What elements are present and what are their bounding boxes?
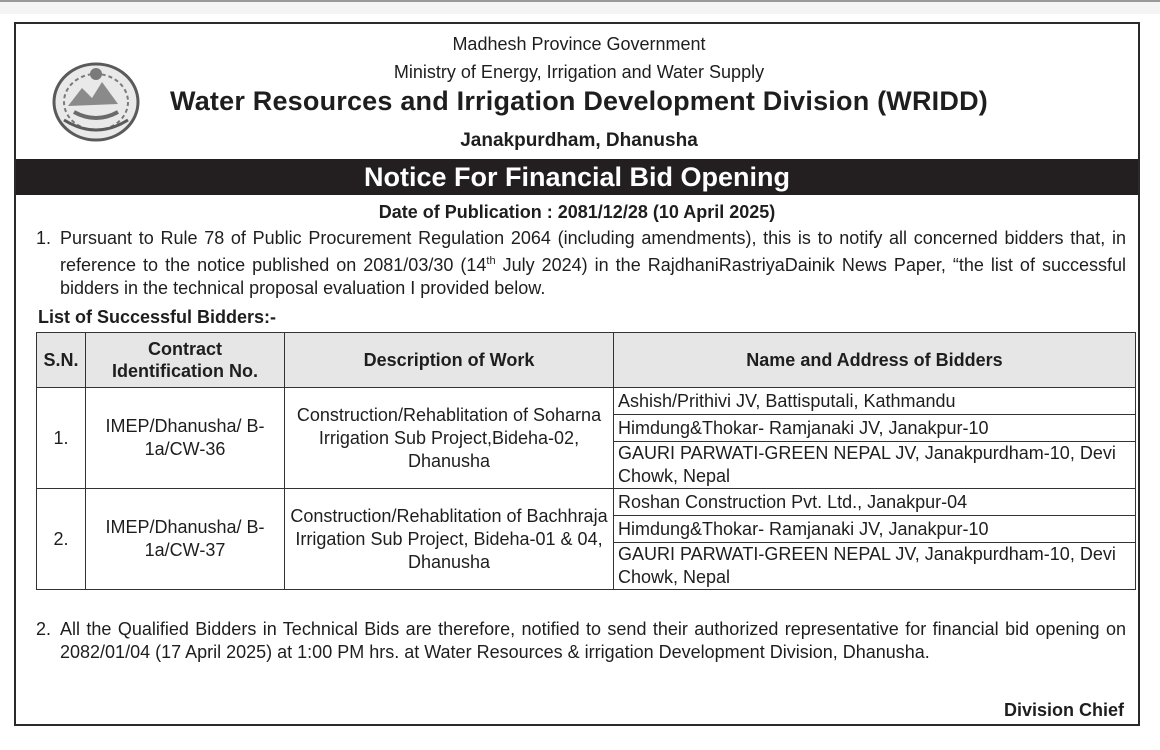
table-header-row — [37, 333, 1136, 388]
government-name: Madhesh Province Government — [452, 34, 706, 54]
paragraph-2-text: All the Qualified Bidders in Technical Bids are therefore, notified to send their authorized representative for financial bid opening on 2082/01/04 (17 April 2025) at 1:00 PM hrs. at Water Resources & irrigation Development Division, Dhanusha. — [60, 619, 1126, 662]
division-location: Janakpurdham, Dhanusha — [460, 130, 698, 151]
bidder-cell: GAURI PARWATI-GREEN NEPAL JV, Janakpurdham-10, Devi Chowk, Nepal — [614, 442, 1136, 489]
bidder-cell: Himdung&Thokar- Ramjanaki JV, Janakpur-10 — [614, 516, 1136, 543]
bidder-cell: Roshan Construction Pvt. Ltd., Janakpur-04 — [614, 489, 1136, 516]
publication-date: Date of Publication : 2081/12/28 (10 April 2025) — [378, 202, 776, 222]
list-heading: List of Successful Bidders:- — [38, 307, 277, 327]
notice-box — [14, 22, 1140, 726]
header-bidders: Name and Address of Bidders — [614, 333, 1136, 388]
division-name: Water Resources and Irrigation Development Division (WRIDD) — [170, 86, 988, 116]
row-description: Construction/Rehablitation of Soharna Irrigation Sub Project,Bideha-02, Dhanusha — [285, 388, 614, 489]
ordinal-suffix: th — [486, 255, 496, 267]
row-sn: 2. — [37, 489, 86, 590]
bidder-cell: GAURI PARWATI-GREEN NEPAL JV, Janakpurdham-10, Devi Chowk, Nepal — [614, 543, 1136, 590]
paragraph-1-text-b: July 2024) in the RajdhaniRastriyaDainik News Paper, “the list of successful bidders in the technical proposal evaluation I provided below. — [60, 255, 1126, 298]
row-contract-id: IMEP/Dhanusha/ B-1a/CW-36 — [86, 388, 285, 489]
bidders-table — [36, 332, 1136, 590]
paragraph-1-text-a: Pursuant to Rule 78 of Public Procurement Regulation 2064 (including amendments), this is to notify all concerned bidders that, in reference to the notice published on 2081/03/30 (14 — [60, 228, 1126, 275]
top-rule — [0, 0, 1160, 14]
header-description: Description of Work — [285, 333, 614, 388]
table-row — [37, 388, 1136, 415]
row-description: Construction/Rehablitation of Bachhraja Irrigation Sub Project, Bideha-01 & 04, Dhanusha — [285, 489, 614, 590]
paragraph-1-number: 1. — [36, 228, 52, 248]
notice-title: Notice For Financial Bid Opening — [16, 159, 1138, 195]
paragraph-1 — [36, 227, 1126, 300]
header-sn: S.N. — [37, 333, 86, 388]
ministry-name: Ministry of Energy, Irrigation and Water Supply — [393, 62, 765, 82]
paragraph-2-number: 2. — [36, 619, 52, 639]
bidder-cell: Himdung&Thokar- Ramjanaki JV, Janakpur-10 — [614, 415, 1136, 442]
row-sn: 1. — [37, 388, 86, 489]
bidder-cell: Ashish/Prithivi JV, Battisputali, Kathmandu — [614, 388, 1136, 415]
signature: Division Chief — [1003, 700, 1124, 720]
row-contract-id: IMEP/Dhanusha/ B-1a/CW-37 — [86, 489, 285, 590]
header-contract-id: Contract Identification No. — [86, 333, 285, 388]
paragraph-2 — [36, 618, 1126, 664]
table-row — [37, 489, 1136, 516]
paragraph-1-text — [60, 227, 1126, 300]
